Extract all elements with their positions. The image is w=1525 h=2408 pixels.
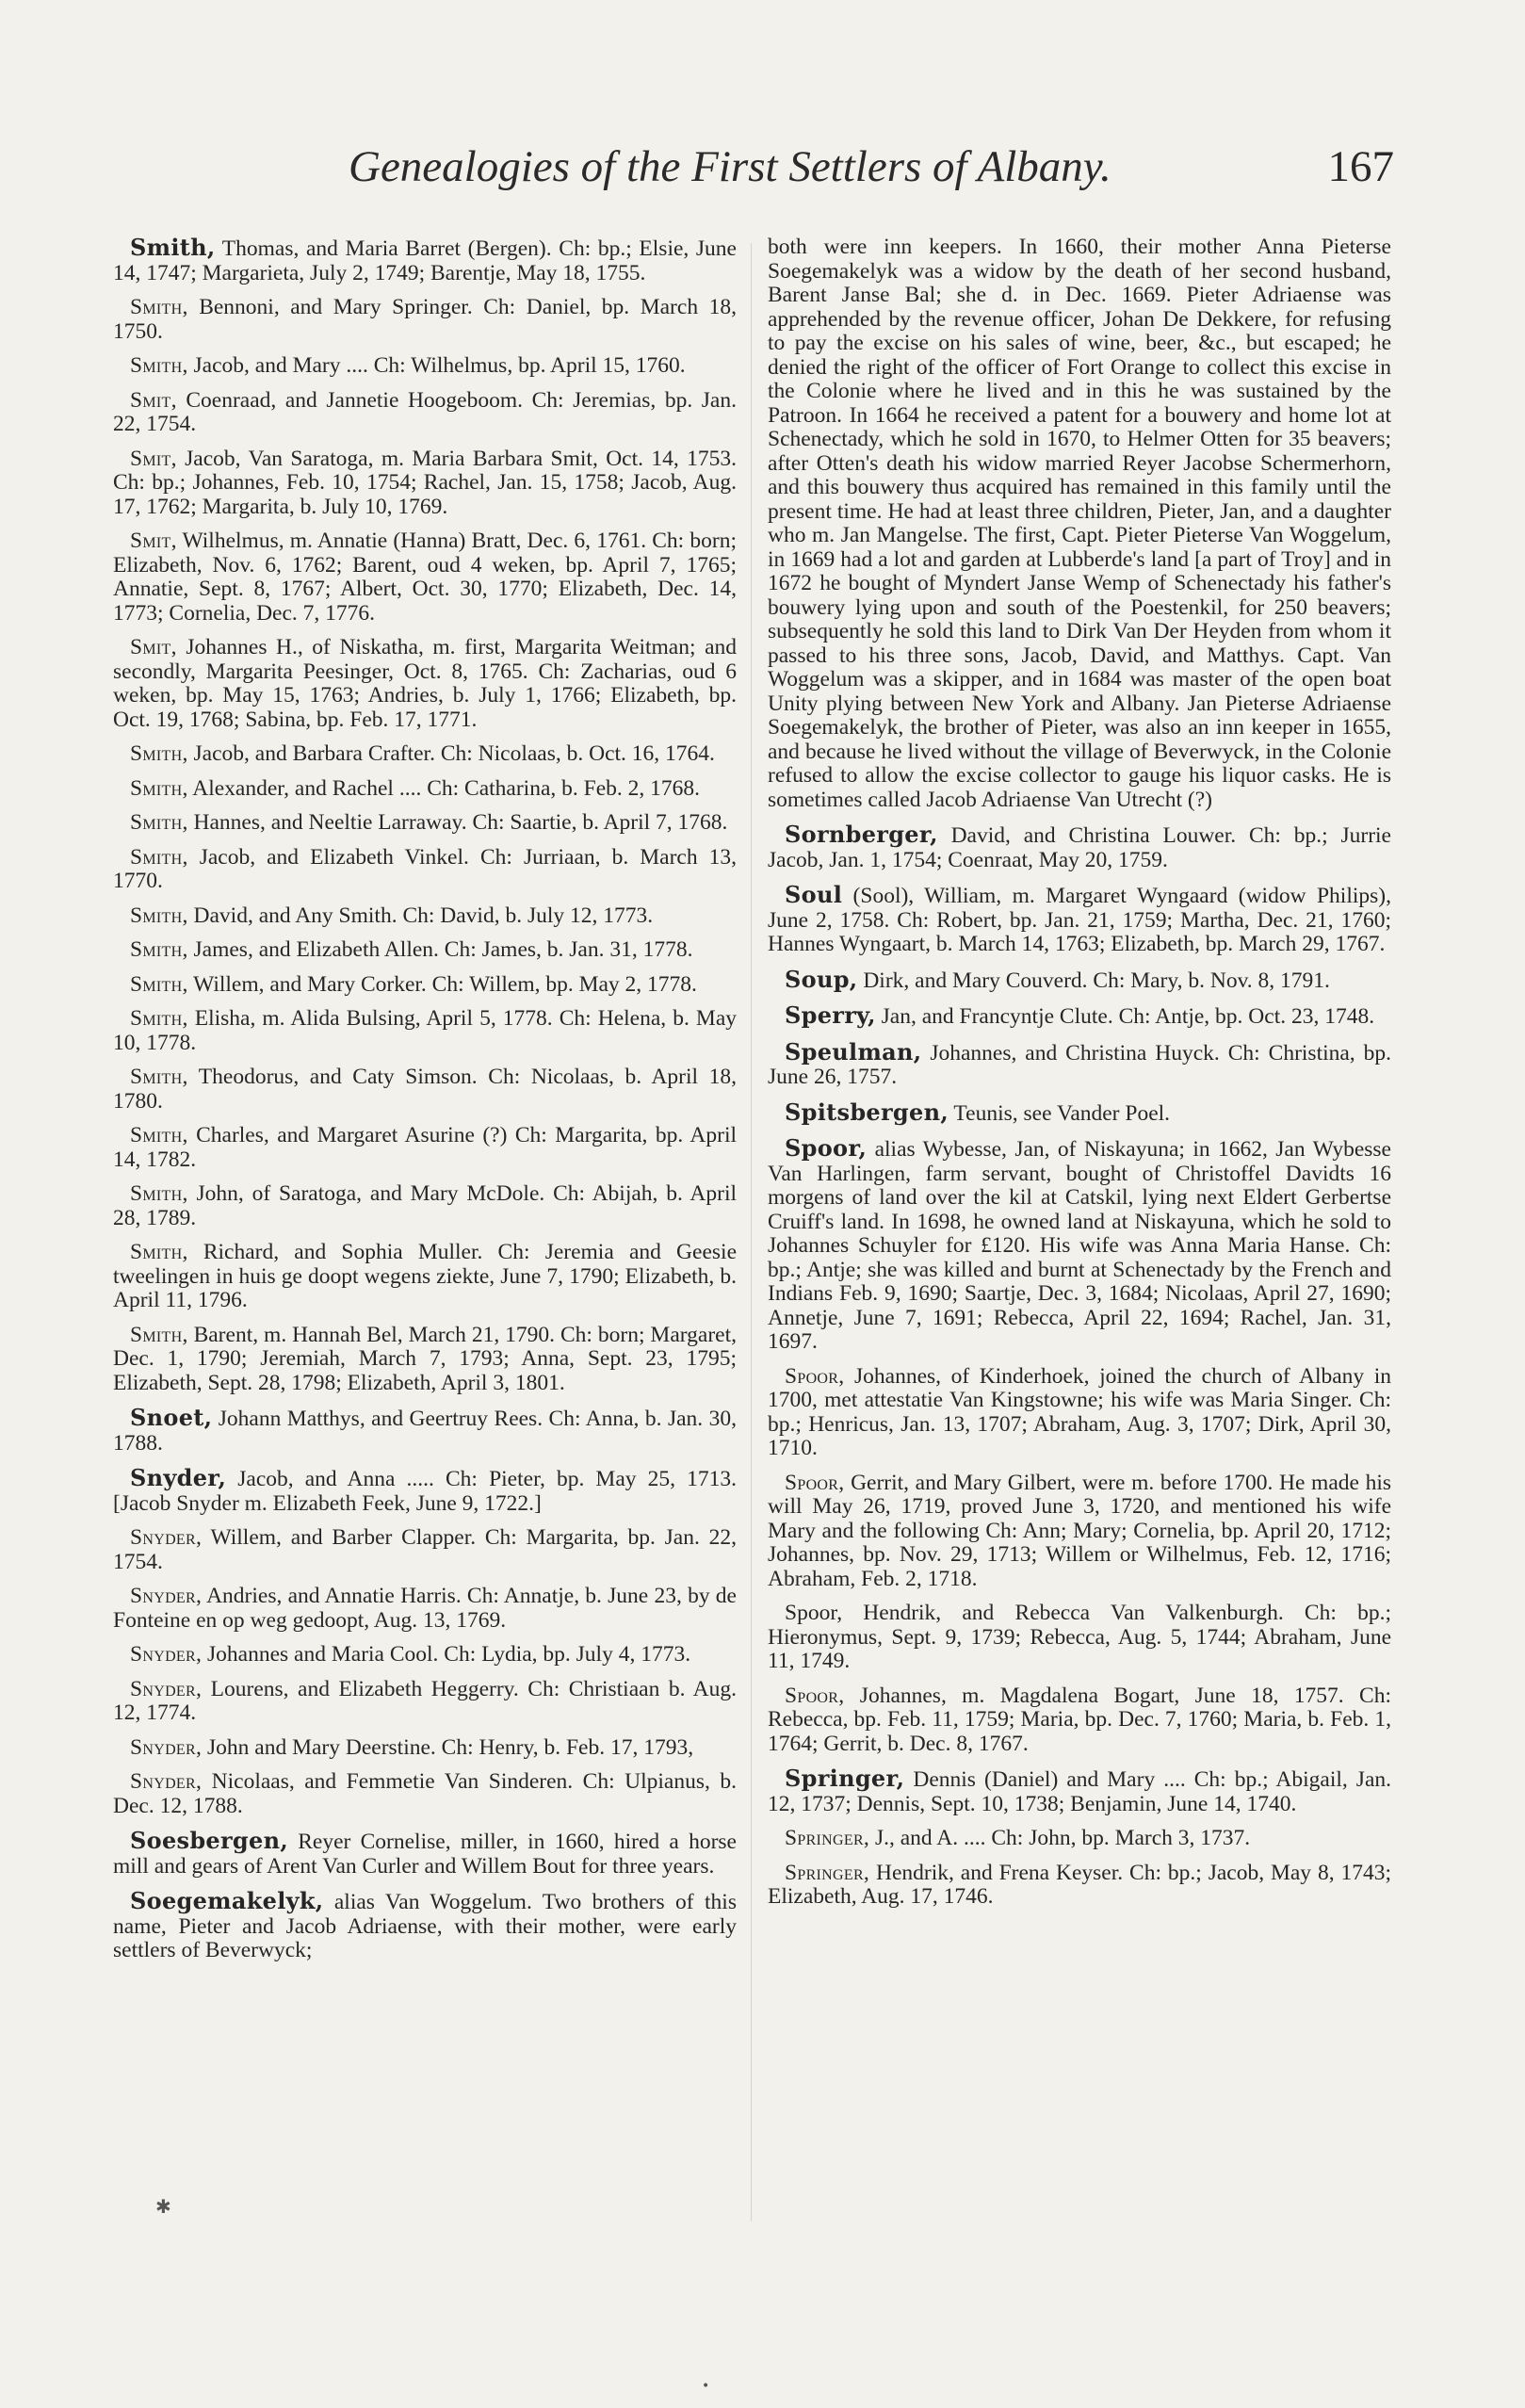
page-header bbox=[113, 141, 1394, 198]
genealogy-entry bbox=[113, 1124, 737, 1172]
genealogy-entry bbox=[113, 1829, 737, 1879]
entry-text: Wilhelmus, m. Annatie (Hanna) Bratt, Dec. 6, 1761. Ch: born; Elizabeth, Nov. 6, 1762; Barent, oud 4 weken, bp. April 7, 1765; Annatie, Sept. 8, 1767; Albert, Oct. 30, 1770; Elizabeth, Dec. 14, 1773; Cornelia, Dec. 7, 1776. bbox=[113, 529, 737, 626]
genealogy-entry bbox=[113, 846, 737, 894]
entry-text: Coenraad, and Jannetie Hoogeboom. Ch: Jeremias, bp. Jan. 22, 1754. bbox=[113, 387, 737, 436]
entry-text: (Sool), William, m. Margaret Wyngaard (widow Philips), June 2, 1758. Ch: Robert, bp. Jan. 21, 1759; Martha, Dec. 21, 1760; Hannes Wyngaart, b. March 14, 1763; Elizabeth, bp. March 29, 1767. bbox=[768, 884, 1391, 956]
entry-headword: Smith, bbox=[130, 903, 188, 928]
entry-headword: Smith, bbox=[130, 741, 188, 766]
entry-text: Andries, and Annatie Harris. Ch: Annatje, b. June 23, by de Fonteine en op weg gedoopt, Aug. 13, 1769. bbox=[113, 1584, 737, 1633]
entry-text: Dirk, and Mary Couverd. Ch: Mary, b. Nov. 8, 1791. bbox=[857, 968, 1330, 993]
entry-headword: Spitsbergen, bbox=[785, 1098, 949, 1126]
entry-headword: Snyder, bbox=[130, 1525, 203, 1550]
entry-headword: Smith, bbox=[130, 1006, 188, 1031]
entry-text: Willem, and Barber Clapper. Ch: Margarita, bp. Jan. 22, 1754. bbox=[113, 1525, 737, 1574]
genealogy-entry bbox=[768, 883, 1391, 957]
genealogy-entry bbox=[113, 973, 737, 998]
entry-headword: Smith, bbox=[130, 844, 188, 870]
entry-text: Hendrik, and Frena Keyser. Ch: bp.; Jacob, May 8, 1743; Elizabeth, Aug. 17, 1746. bbox=[768, 1860, 1391, 1909]
entry-text: James, and Elizabeth Allen. Ch: James, b. Jan. 31, 1778. bbox=[187, 937, 693, 962]
entry-text: Hannes, and Neeltie Larraway. Ch: Saartie, b. April 7, 1768. bbox=[187, 810, 728, 835]
entry-headword: Spoor, bbox=[785, 1134, 868, 1162]
entry-headword: Soup, bbox=[785, 965, 858, 993]
entry-headword: Smit, bbox=[130, 387, 177, 413]
left-column bbox=[113, 236, 737, 1974]
entry-headword: Spoor, bbox=[785, 1363, 845, 1389]
right-column bbox=[768, 236, 1391, 1920]
genealogy-entry bbox=[113, 811, 737, 836]
genealogy-entry bbox=[768, 1862, 1391, 1910]
genealogy-entry bbox=[113, 1736, 737, 1761]
entry-text: Johannes, and Christina Huyck. Ch: Christina, bp. June 26, 1757. bbox=[768, 1040, 1391, 1089]
entry-headword: Smith, bbox=[130, 810, 188, 835]
entry-text: Johannes, m. Magdalena Bogart, June 18, 1757. Ch: Rebecca, bp. Feb. 11, 1759; Maria, bp. Dec. 7, 1760; Maria, b. Feb. 1, 1764; Gerrit, b. Dec. 8, 1767. bbox=[768, 1683, 1391, 1756]
genealogy-entry bbox=[768, 1136, 1391, 1355]
entry-headword: Snyder, bbox=[130, 1642, 203, 1667]
genealogy-entry bbox=[768, 1003, 1391, 1030]
running-title: Genealogies of the First Settlers of Albany. bbox=[349, 142, 1111, 191]
genealogy-entry bbox=[113, 1770, 737, 1818]
entry-headword: Spoor, bbox=[785, 1683, 845, 1708]
print-mark: ✱ bbox=[155, 2195, 171, 2218]
entry-text: alias Van Woggelum. Two brothers of this name, Pieter and Jacob Adriaense, with their mother, were early settlers of Beverwyck; bbox=[113, 1890, 737, 1962]
entry-text: Johannes, of Kinderhoek, joined the church of Albany in 1700, met attestatie Van Kingstowne; his wife was Maria Singer. Ch: bp.; Henricus, Jan. 13, 1707; Abraham, Aug. 3, 1707; Dirk, April 30, 1710. bbox=[768, 1363, 1391, 1460]
entry-text: Bennoni, and Mary Springer. Ch: Daniel, bp. March 18, 1750. bbox=[113, 295, 737, 344]
genealogy-entry bbox=[113, 1643, 737, 1668]
genealogy-entry bbox=[113, 742, 737, 767]
genealogy-entry bbox=[768, 1100, 1391, 1127]
entry-headword: Soesbergen, bbox=[130, 1827, 288, 1854]
genealogy-entry bbox=[113, 1678, 737, 1726]
entry-headword: Springer, bbox=[785, 1826, 870, 1850]
entry-headword: Smith, bbox=[130, 775, 188, 801]
entry-text: Barent, m. Hannah Bel, March 21, 1790. Ch: born; Margaret, Dec. 1, 1790; Jeremiah, March 7, 1793; Anna, Sept. 23, 1795; Elizabeth, Sept. 28, 1798; Elizabeth, April 3, 1801. bbox=[113, 1322, 737, 1395]
column-divider bbox=[751, 243, 752, 2221]
genealogy-entry bbox=[113, 1324, 737, 1396]
entry-text: Johannes and Maria Cool. Ch: Lydia, bp. July 4, 1773. bbox=[202, 1642, 691, 1667]
entry-text: Teunis, see Vander Poel. bbox=[948, 1100, 1171, 1126]
entry-headword: Springer, bbox=[785, 1860, 870, 1885]
entry-text: J., and A. .... Ch: John, bp. March 3, 1737. bbox=[869, 1826, 1251, 1850]
entry-text: Charles, and Margaret Asurine (?) Ch: Margarita, bp. April 14, 1782. bbox=[113, 1123, 737, 1172]
entry-headword: Smith, bbox=[130, 971, 188, 997]
entry-text: Reyer Cornelise, miller, in 1660, hired a horse mill and gears of Arent Van Curler and Willem Bout for three years. bbox=[113, 1830, 737, 1879]
entry-headword: Smit, bbox=[130, 635, 177, 659]
entry-headword: Smith, bbox=[130, 1322, 188, 1347]
entry-headword: Speulman, bbox=[785, 1037, 922, 1066]
entry-headword: Sornberger, bbox=[785, 821, 938, 848]
entry-headword: Spoor, bbox=[785, 1601, 843, 1625]
genealogy-entry bbox=[113, 1526, 737, 1574]
genealogy-entry bbox=[113, 636, 737, 732]
genealogy-entry bbox=[768, 1365, 1391, 1461]
entry-headword: Snyder, bbox=[130, 1584, 203, 1608]
entry-text: John and Mary Deerstine. Ch: Henry, b. Feb. 17, 1793, bbox=[202, 1734, 694, 1760]
entry-text: Jan, and Francyntje Clute. Ch: Antje, bp. Oct. 23, 1748. bbox=[875, 1004, 1375, 1029]
entry-headword: Smith, bbox=[130, 295, 188, 319]
entry-text: Jacob, and Anna ..... Ch: Pieter, bp. May 25, 1713. [Jacob Snyder m. Elizabeth Feek, June 9, 1722.] bbox=[113, 1467, 737, 1516]
entry-text: Jacob, and Mary .... Ch: Wilhelmus, bp. April 15, 1760. bbox=[187, 353, 686, 378]
genealogy-entry bbox=[768, 822, 1391, 872]
genealogy-entry bbox=[113, 1182, 737, 1230]
entry-headword: Snyder, bbox=[130, 1734, 203, 1760]
genealogy-entry bbox=[768, 1766, 1391, 1816]
entry-text: alias Wybesse, Jan, of Niskayuna; in 1662, Jan Wybesse Van Harlingen, farm servant, bought of Christoffel Davidts 16 morgens of land over the kil at Catskil, lying next Eldert Gerbertse Cruiff's land. In 1698, he owned land at Niskayuna, which he sold to Johannes Schuyler for £120. His wife was Anna Maria Hanse. Ch: bp.; Antje; she was killed and burnt at Schenectady by the French and Indians Feb. 9, 1690; Saartje, Dec. 3, 1684; Nicolaas, April 27, 1690; Annetje, June 7, 1691; Rebecca, April 22, 1694; Rachel, Jan. 31, 1697. bbox=[768, 1137, 1391, 1354]
genealogy-entry bbox=[768, 965, 1391, 994]
entry-headword: Spoor, bbox=[785, 1470, 845, 1495]
genealogy-entry bbox=[768, 1472, 1391, 1592]
entry-text: Jacob, Van Saratoga, m. Maria Barbara Smit, Oct. 14, 1753. Ch: bp.; Johannes, Feb. 10, 1754; Rachel, Jan. 15, 1758; Jacob, Aug. 17, 1762; Margarita, b. July 10, 1769. bbox=[113, 446, 737, 519]
genealogy-entry bbox=[113, 1585, 737, 1633]
entry-headword: Smith, bbox=[130, 1065, 188, 1089]
entry-text: Gerrit, and Mary Gilbert, were m. before 1700. He made his will May 26, 1719, proved June 3, 1720, and mentioned his wife Mary and the following Ch: Ann; Mary; Cornelia, bp. April 20, 1712; Johannes, bp. Nov. 29, 1713; Willem or Wilhelmus, Feb. 12, 1716; Abraham, Feb. 2, 1718. bbox=[768, 1470, 1391, 1591]
genealogy-entry bbox=[768, 1602, 1391, 1674]
entry-headword: Smith, bbox=[130, 234, 216, 261]
entry-text: Richard, and Sophia Muller. Ch: Jeremia and Geesie tweelingen in huis ge doopt wegens ziekte, June 7, 1790; Elizabeth, b. April 11, 1796. bbox=[113, 1240, 737, 1312]
genealogy-entry bbox=[113, 938, 737, 963]
entry-headword: Soul bbox=[785, 881, 843, 908]
entry-headword: Soegemakelyk, bbox=[130, 1887, 324, 1914]
entry-headword: Snyder, bbox=[130, 1769, 203, 1794]
entry-headword: Smith, bbox=[130, 353, 188, 378]
entry-headword: Smith, bbox=[130, 1123, 188, 1147]
entry-text: Johannes H., of Niskatha, m. first, Margarita Weitman; and secondly, Margarita Peesinger, Oct. 8, 1765. Ch: Zacharias, oud 6 weken, bp. May 15, 1763; Andries, b. July 1, 1766; Elizabeth, bp. Oct. 19, 1768; Sabina, bp. Feb. 17, 1771. bbox=[113, 635, 737, 732]
genealogy-entry bbox=[113, 1007, 737, 1055]
entry-headword: Snyder, bbox=[130, 1676, 203, 1701]
genealogy-entry bbox=[113, 389, 737, 437]
genealogy-entry bbox=[113, 296, 737, 344]
entry-text: Johann Matthys, and Geertruy Rees. Ch: Anna, b. Jan. 30, 1788. bbox=[113, 1407, 737, 1456]
entry-text: both were inn keepers. In 1660, their mother Anna Pieterse Soegemakelyk was a widow by the death of her second husband, Barent Janse Bal; she d. in Dec. 1669. Pieter Adriaense was apprehended by the revenue officer, Johan De Dekkere, for refusing to pay the excise on his sales of wine, beer, &c., but escaped; he denied the right of the officer of Fort Orange to collect this excise in the Colonie where he lived and in this he was sustained by the Patroon. In 1664 he received a patent for a bouwery and home lot at Schenectady, which he sold in 1670, to Helmer Otten for 35 beavers; after Otten's death his widow married Reyer Jacobse Schermerhorn, and this bouwery thus acquired has remained in this family until the present time. He had at least three children, Pieter, Jan, and a daughter who m. Jan Mangelse. The first, Capt. Pieter Pieterse Van Woggelum, in 1669 had a lot and garden at Lubberde's land [a part of Troy] and in 1672 he bought of Myndert Janse Wemp of Schenectady his father's bouwery lying upon and south of the Poestenkil, for 250 beavers; subsequently he sold this land to Dirk Van Der Heyden from whom it passed to his three sons, Jacob, David, and Matthys. Capt. Van Woggelum was a skipper, and in 1684 was master of the open boat Unity plying between New York and Albany. Jan Pieterse Adriaense Soegemakelyk, the brother of Pieter, was also an inn keeper in 1655, and because he lived without the village of Beverwyck, in the Colonie refused to allow the excise collector to gauge his liquor casks. He is sometimes called Jacob Adriaense Van Utrecht (?) bbox=[768, 235, 1391, 812]
entry-text: Jacob, and Elizabeth Vinkel. Ch: Jurriaan, b. March 13, 1770. bbox=[113, 844, 737, 893]
genealogy-entry bbox=[113, 1241, 737, 1313]
entry-headword: Sperry, bbox=[785, 1001, 876, 1029]
entry-headword: Smith, bbox=[130, 937, 188, 962]
entry-headword: Snoet, bbox=[130, 1404, 213, 1431]
genealogy-entry bbox=[113, 1066, 737, 1114]
genealogy-entry bbox=[768, 236, 1391, 812]
entry-text: Willem, and Mary Corker. Ch: Willem, bp. May 2, 1778. bbox=[187, 971, 697, 997]
genealogy-entry bbox=[113, 236, 737, 285]
genealogy-entry bbox=[113, 447, 737, 520]
genealogy-entry bbox=[113, 1406, 737, 1456]
genealogy-entry bbox=[113, 777, 737, 802]
genealogy-entry bbox=[768, 1684, 1391, 1757]
entry-headword: Smith, bbox=[130, 1181, 188, 1206]
genealogy-entry bbox=[113, 1466, 737, 1516]
genealogy-entry bbox=[113, 1889, 737, 1963]
entry-text: Dennis (Daniel) and Mary .... Ch: bp.; Abigail, Jan. 12, 1737; Dennis, Sept. 10, 1738; Benjamin, June 14, 1740. bbox=[768, 1767, 1391, 1816]
entry-text: David, and Christina Louwer. Ch: bp.; Jurrie Jacob, Jan. 1, 1754; Coenraat, May 20, 1759. bbox=[768, 823, 1391, 872]
entry-text: Lourens, and Elizabeth Heggerry. Ch: Christiaan b. Aug. 12, 1774. bbox=[113, 1676, 737, 1725]
genealogy-entry bbox=[768, 1037, 1391, 1090]
entry-text: David, and Any Smith. Ch: David, b. July 12, 1773. bbox=[187, 903, 654, 928]
entry-text: John, of Saratoga, and Mary McDole. Ch: Abijah, b. April 28, 1789. bbox=[113, 1181, 737, 1230]
entry-text: Nicolaas, and Femmetie Van Sinderen. Ch: Ulpianus, b. Dec. 12, 1788. bbox=[113, 1769, 737, 1818]
genealogy-entry bbox=[113, 354, 737, 379]
genealogy-entry bbox=[113, 529, 737, 626]
entry-headword: Smit, bbox=[130, 529, 177, 553]
genealogy-entry bbox=[113, 904, 737, 929]
entry-text: Jacob, and Barbara Crafter. Ch: Nicolaas, b. Oct. 16, 1764. bbox=[187, 741, 715, 766]
entry-text: Alexander, and Rachel .... Ch: Catharina, b. Feb. 2, 1768. bbox=[187, 775, 700, 801]
print-mark: • bbox=[702, 2379, 710, 2394]
entry-text: Elisha, m. Alida Bulsing, April 5, 1778. Ch: Helena, b. May 10, 1778. bbox=[113, 1006, 737, 1055]
entry-text: Theodorus, and Caty Simson. Ch: Nicolaas, b. April 18, 1780. bbox=[113, 1065, 737, 1114]
entry-headword: Springer, bbox=[785, 1765, 905, 1792]
entry-text: Thomas, and Maria Barret (Bergen). Ch: bp.; Elsie, June 14, 1747; Margarieta, July 2, 1749; Barentje, May 18, 1755. bbox=[113, 236, 737, 285]
entry-headword: Snyder, bbox=[130, 1464, 227, 1491]
entry-headword: Smit, bbox=[130, 446, 177, 471]
genealogy-entry bbox=[768, 1827, 1391, 1851]
entry-text: Hendrik, and Rebecca Van Valkenburgh. Ch: bp.; Hieronymus, Sept. 9, 1739; Rebecca, Aug. 5, 1744; Abraham, June 11, 1749. bbox=[768, 1601, 1391, 1673]
entry-headword: Smith, bbox=[130, 1240, 188, 1264]
page-number: 167 bbox=[1327, 142, 1394, 191]
